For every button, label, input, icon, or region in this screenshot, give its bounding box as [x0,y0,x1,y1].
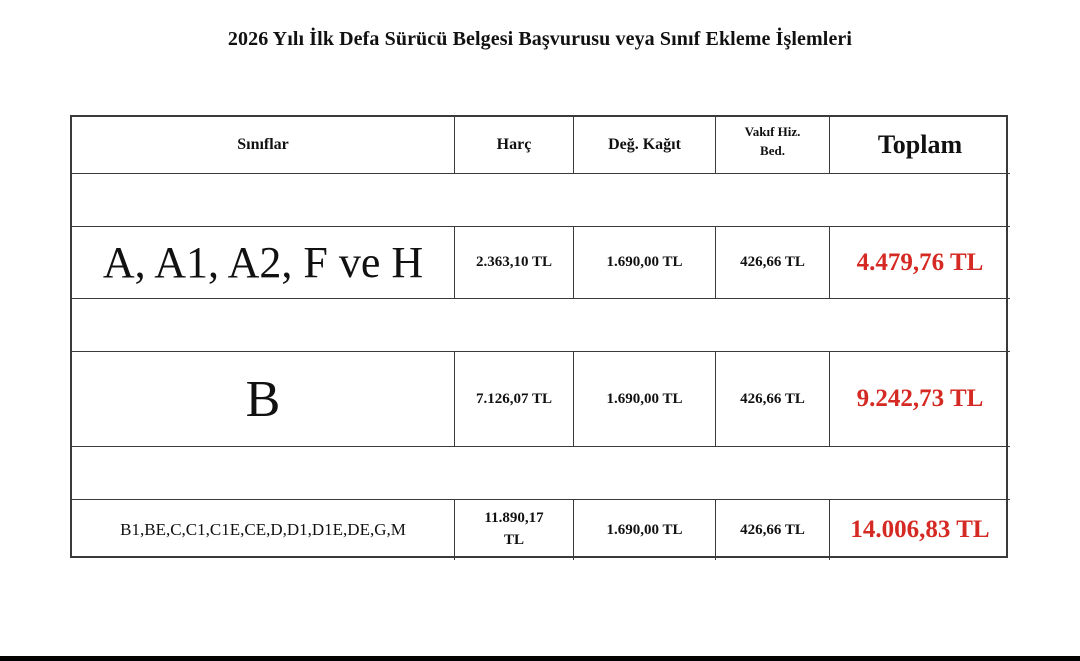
fee-table [70,115,1008,558]
header-vakif-line2: Bed. [760,143,785,158]
row-3-total: 14.006,83 TL [850,516,990,543]
row-3-harc [455,500,574,560]
spacer-row [72,174,1010,227]
row-3-classes: B1,BE,C,C1,C1E,CE,D,D1,D1E,DE,G,M [72,500,455,560]
header-toplam: Toplam [830,117,1010,174]
row-1-classes: A, A1, A2, F ve H [72,227,455,299]
row-1-deg-kagit: 1.690,00 TL [574,227,716,299]
row-3-vakif: 426,66 TL [716,500,830,560]
page-title: 2026 Yılı İlk Defa Sürücü Belgesi Başvurusu veya Sınıf Ekleme İşlemleri [227,28,853,50]
row-2-total: 9.242,73 TL [830,352,1010,447]
header-vakif-line1: Vakıf Hiz. [744,124,801,140]
row-1-vakif: 426,66 TL [716,227,830,299]
row-1-harc: 2.363,10 TL [455,227,574,299]
row-1-total: 4.479,76 TL [830,227,1010,299]
row-3-harc-line2: TL [503,532,524,548]
spacer-row [72,299,1010,352]
header-vakif [716,117,830,174]
bottom-edge-bar [0,656,1080,661]
spacer-row [72,447,1010,500]
row-2-deg-kagit: 1.690,00 TL [574,352,716,447]
row-3-deg-kagit: 1.690,00 TL [574,500,716,560]
header-deg-kagit: Değ. Kağıt [574,117,716,174]
row-3-harc-line1: 11.890,17 [484,510,544,527]
row-2-harc: 7.126,07 TL [455,352,574,447]
row-2-vakif: 426,66 TL [716,352,830,447]
header-harc: Harç [455,117,574,174]
header-siniflar: Sınıflar [72,117,455,174]
row-2-classes: B [72,352,455,447]
